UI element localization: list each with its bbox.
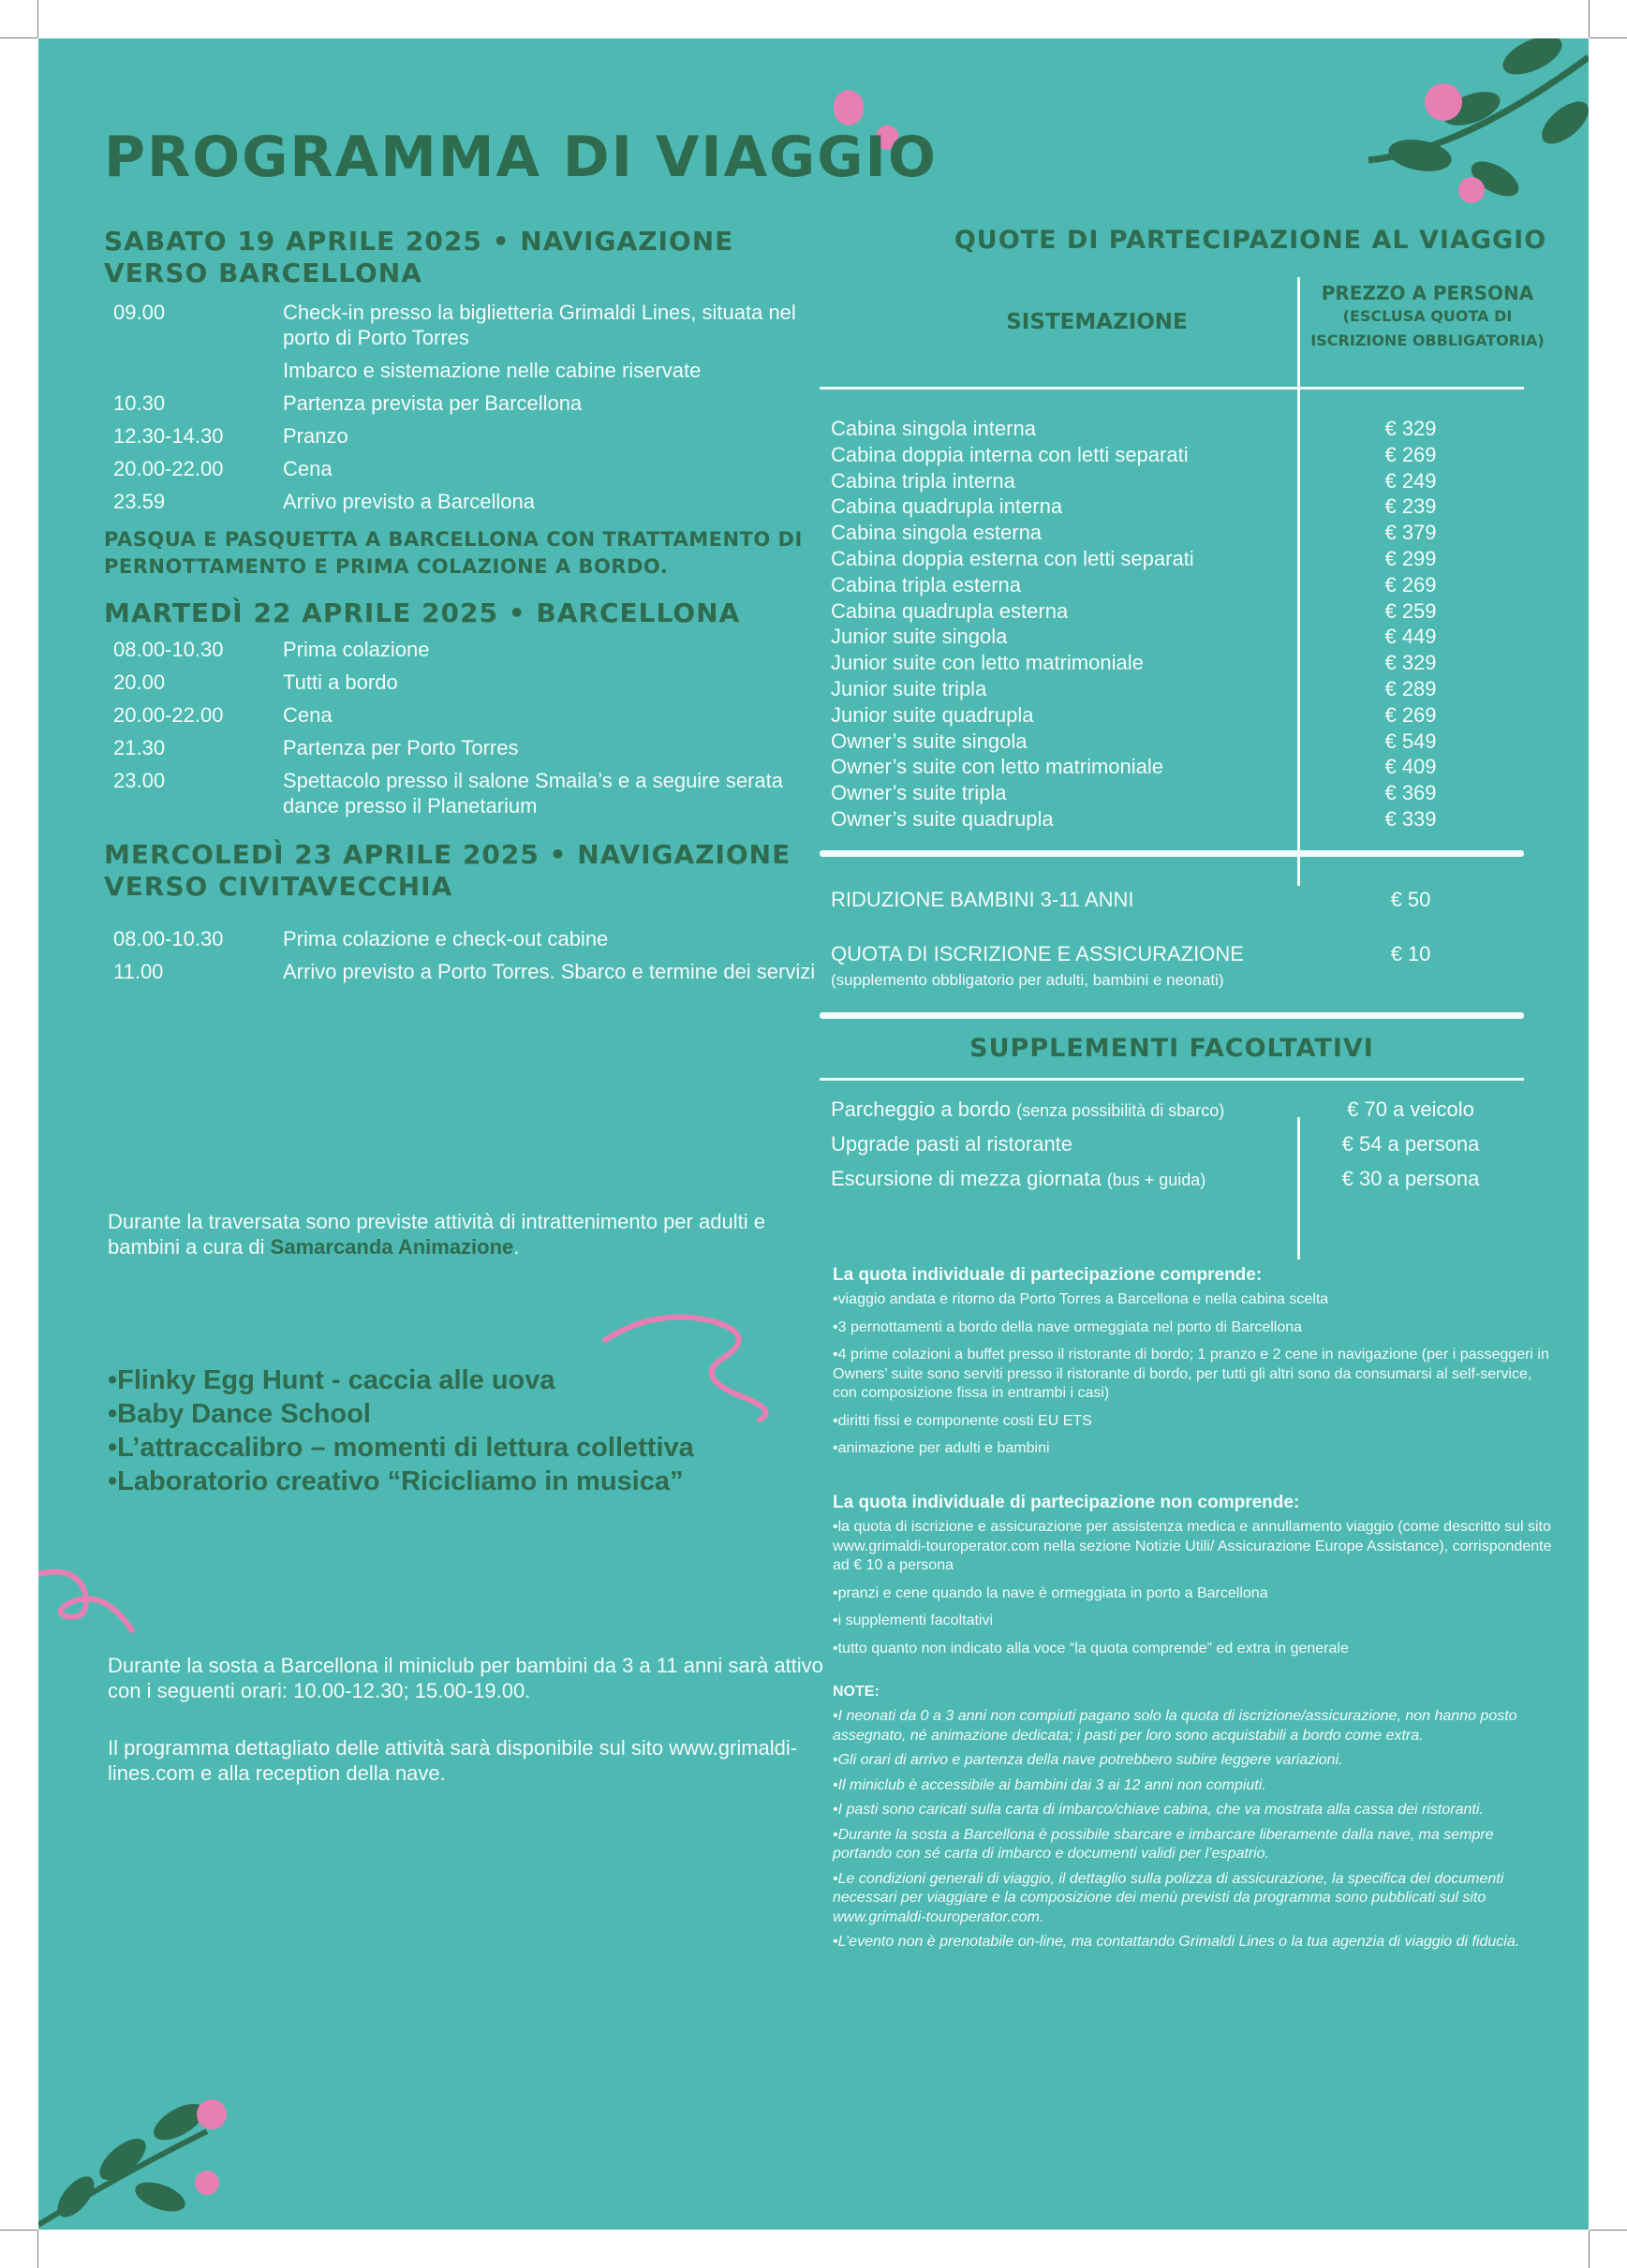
cabin-name: Cabina doppia esterna con letti separati — [831, 546, 1194, 570]
crop-mark — [1590, 37, 1627, 38]
schedule-time: 20.00-22.00 — [113, 703, 224, 727]
activities-list — [108, 1363, 694, 1498]
cabin-price: € 329 — [1384, 417, 1437, 440]
children-reduction-row — [831, 887, 1524, 913]
supplement-note: (bus + guida) — [1106, 1171, 1206, 1189]
crop-mark — [37, 2231, 38, 2268]
schedule-row — [113, 423, 816, 449]
supplements-title: SUPPLEMENTI FACOLTATIVI — [969, 1034, 1374, 1063]
cabin-price: € 379 — [1384, 521, 1437, 545]
reduction-label: RIDUZIONE BAMBINI 3-11 ANNI — [831, 888, 1134, 911]
schedule-desc: Partenza per Porto Torres — [283, 736, 519, 759]
quotes-title: QUOTE DI PARTECIPAZIONE AL VIAGGIO — [954, 226, 1547, 255]
price-row — [831, 546, 1524, 572]
price-row — [831, 676, 1524, 702]
schedule-desc: Cena — [283, 703, 333, 727]
excludes-item: • tutto quanto non indicato alla voce “la quota comprende” ed extra in generale — [833, 1640, 1554, 1659]
miniclub-text: Durante la sosta a Barcellona il miniclub per bambini da 3 a 11 anni sarà attivo con i seguenti orari: 10.00-12.30; 15.00-19.00. — [108, 1654, 823, 1702]
supplement-name: Upgrade pasti al ristorante — [831, 1132, 1073, 1156]
notes-section — [833, 1680, 1554, 1958]
schedule-row — [113, 390, 816, 416]
schedule-row — [113, 735, 816, 760]
schedule-desc: Spettacolo presso il salone Smaila’s e a seguire serata dance presso il Planetarium — [283, 769, 784, 817]
supplement-price: € 54 a persona — [1341, 1132, 1480, 1156]
schedule-desc: Arrivo previsto a Porto Torres. Sbarco e termine dei servizi — [283, 960, 816, 983]
table-rule — [820, 1012, 1524, 1019]
col-header-sistemazione: SISTEMAZIONE — [1006, 310, 1188, 334]
schedule-desc: Prima colazione e check-out cabine — [283, 927, 609, 950]
cabin-name: Cabina tripla interna — [831, 468, 1015, 493]
cabin-price: € 329 — [1384, 651, 1437, 675]
schedule-row — [113, 300, 816, 350]
schedule-time: 23.59 — [113, 490, 166, 513]
schedule-desc: Cena — [283, 457, 333, 480]
note-item: • L’evento non è prenotabile on-line, ma contattando Grimaldi Lines o la tua agenzia di viaggio di fiducia. — [833, 1933, 1554, 1952]
cabin-price: € 449 — [1384, 625, 1437, 649]
registration-note: (supplemento obbligatorio per adulti, bambini e neonati) — [831, 971, 1224, 989]
includes-section — [833, 1263, 1554, 1467]
cabin-price: € 269 — [1384, 572, 1437, 596]
cabin-price-list — [831, 416, 1524, 832]
schedule-row — [113, 489, 816, 514]
entertainment-end: . — [513, 1235, 520, 1259]
price-row — [831, 650, 1524, 676]
table-rule — [820, 387, 1524, 390]
cabin-price: € 249 — [1384, 468, 1437, 493]
crop-mark — [37, 0, 38, 37]
cabin-name: Junior suite tripla — [831, 676, 987, 700]
table-rule — [820, 1078, 1524, 1081]
cabin-name: Cabina singola interna — [831, 417, 1036, 440]
includes-item: • 3 pernottamenti a bordo della nave ormeggiata nel porto di Barcellona — [833, 1318, 1554, 1338]
registration-price: € 10 — [1390, 942, 1431, 965]
includes-item: • animazione per adulti e bambini — [833, 1439, 1554, 1459]
entertainment-text — [108, 1209, 838, 1259]
cabin-name: Cabina singola esterna — [831, 521, 1043, 545]
schedule-row — [113, 926, 816, 951]
excludes-title: La quota individuale di partecipazione non comprende: — [833, 1493, 1300, 1512]
schedule-row — [113, 358, 816, 383]
cabin-name: Cabina quadrupla interna — [831, 494, 1063, 519]
cabin-price: € 299 — [1384, 546, 1437, 570]
price-row — [831, 468, 1524, 494]
registration-label: QUOTA DI ISCRIZIONE E ASSICURAZIONE — [831, 942, 1244, 965]
cabin-price: € 269 — [1384, 442, 1437, 466]
excludes-item: • i supplementi facoltativi — [833, 1612, 1554, 1631]
crop-mark — [0, 37, 37, 38]
crop-mark — [1589, 0, 1590, 37]
program-info-text: Il programma dettagliato delle attività sarà disponibile sul sito www.grimaldi-lines.com e alla reception della nave. — [108, 1736, 798, 1785]
schedule-time: 23.00 — [113, 769, 166, 792]
schedule-time — [113, 358, 283, 383]
cabin-price: € 269 — [1384, 702, 1437, 727]
price-row — [831, 702, 1524, 729]
note-item: • Le condizioni generali di viaggio, il dettaglio sulla polizza di assicurazione, la specifica dei documenti necessari per viaggiare e la composizione dei menù previsti da programma sono pubblicati sul sito www.grimaldi-touroperator.com. — [833, 1870, 1554, 1928]
excludes-section — [833, 1491, 1554, 1667]
price-row — [831, 624, 1524, 650]
cabin-price: € 549 — [1384, 729, 1437, 753]
schedule-desc: Imbarco e sistemazione nelle cabine riservate — [283, 359, 702, 382]
swirl-decoration-icon — [38, 1537, 151, 1640]
schedule-time: 09.00 — [113, 301, 166, 324]
activity-item: • L’attraccalibro – momenti di lettura collettiva — [108, 1431, 694, 1465]
flyer-page — [38, 38, 1589, 2230]
schedule-day-2 — [113, 637, 816, 826]
schedule-row — [113, 702, 816, 728]
schedule-row — [113, 456, 816, 481]
schedule-row — [113, 670, 816, 695]
note-item: • I pasti sono caricati sulla carta di imbarco/chiave cabina, che va mostrata alla cassa dei ristoranti. — [833, 1801, 1554, 1820]
cabin-price: € 339 — [1384, 806, 1437, 831]
price-row — [831, 598, 1524, 625]
cabin-name: Owner’s suite singola — [831, 729, 1028, 753]
col-header-price-label: PREZZO A PERSONA — [1321, 282, 1534, 304]
schedule-row — [113, 768, 816, 818]
easter-note: PASQUA E PASQUETTA A BARCELLONA CON TRATTAMENTO DI PERNOTTAMENTO E PRIMA COLAZIONE A BORDO. — [104, 528, 803, 578]
cabin-name: Owner’s suite con letto matrimoniale — [831, 755, 1164, 779]
table-rule — [820, 850, 1524, 857]
cabin-name: Junior suite quadrupla — [831, 702, 1034, 727]
schedule-desc: Prima colazione — [283, 638, 430, 661]
price-row — [831, 493, 1524, 520]
cabin-price: € 409 — [1384, 755, 1437, 779]
price-row — [831, 520, 1524, 546]
price-row — [831, 416, 1524, 442]
price-row — [831, 572, 1524, 598]
page-title: PROGRAMMA DI VIAGGIO — [104, 125, 938, 190]
supplement-row — [831, 1127, 1524, 1162]
schedule-time: 08.00-10.30 — [113, 638, 224, 661]
registration-row — [831, 941, 1524, 994]
schedule-desc: Partenza prevista per Barcellona — [283, 391, 583, 415]
activity-item: • Flinky Egg Hunt - caccia alle uova — [108, 1363, 694, 1397]
activity-item: • Baby Dance School — [108, 1397, 694, 1431]
includes-item: • viaggio andata e ritorno da Porto Torres a Barcellona e nella cabina scelta — [833, 1290, 1554, 1310]
note-item: • Il miniclub è accessibile ai bambini dai 3 ai 12 anni non compiuti. — [833, 1776, 1554, 1796]
col-header-price-sub: (ESCLUSA QUOTA DI ISCRIZIONE OBBLIGATORIA) — [1310, 307, 1545, 349]
supplement-price: € 30 a persona — [1341, 1167, 1480, 1190]
schedule-time: 08.00-10.30 — [113, 927, 224, 950]
supplement-row — [831, 1162, 1524, 1197]
entertainment-brand: Samarcanda Animazione — [270, 1235, 514, 1259]
schedule-time: 20.00 — [113, 670, 166, 694]
supplement-row — [831, 1093, 1524, 1127]
schedule-day-1 — [113, 300, 816, 522]
entertainment-intro: Durante la traversata sono previste attività di intrattenimento per adulti e bambini a cura di — [108, 1210, 765, 1259]
note-item: • I neonati da 0 a 3 anni non compiuti pagano solo la quota di iscrizione/assicurazione, non hanno posto assegnato, né animazione dedicata; i pasti per loro sono acquistabili a bordo come extra. — [833, 1707, 1554, 1745]
col-header-price — [1301, 282, 1554, 353]
schedule-day-3 — [113, 926, 816, 992]
schedule-desc: Check-in presso la biglietteria Grimaldi Lines, situata nel porto di Porto Torres — [283, 301, 796, 349]
schedule-time: 11.00 — [113, 960, 164, 983]
excludes-item: • la quota di iscrizione e assicurazione per assistenza medica e annullamento viaggio (come descritto sul sito www.grimaldi-touroperator.com nella sezione Notizie Utili/ Assicurazione Europe Assistance), corrispondente ad € 10 a persona — [833, 1518, 1554, 1576]
crop-mark — [0, 2230, 37, 2231]
cabin-name: Owner’s suite quadrupla — [831, 806, 1054, 831]
includes-item: • diritti fissi e componente costi EU ETS — [833, 1412, 1554, 1432]
cabin-price: € 259 — [1384, 598, 1437, 623]
cabin-name: Junior suite singola — [831, 625, 1008, 649]
day-heading: SABATO 19 APRILE 2025 • NAVIGAZIONE VERSO BARCELLONA — [104, 226, 734, 288]
supplement-name: Parcheggio a bordo — [831, 1097, 1012, 1121]
day-heading: MARTEDÌ 22 APRILE 2025 • BARCELLONA — [104, 597, 741, 628]
schedule-desc: Pranzo — [283, 424, 348, 448]
cabin-name: Junior suite con letto matrimoniale — [831, 651, 1144, 675]
supplement-note: (senza possibilità di sbarco) — [1016, 1101, 1225, 1120]
schedule-time: 20.00-22.00 — [113, 457, 224, 480]
cabin-name: Cabina doppia interna con letti separati — [831, 442, 1189, 466]
cabin-name: Owner’s suite tripla — [831, 781, 1007, 805]
notes-title: NOTE: — [833, 1684, 880, 1700]
activity-item: • Laboratorio creativo “Ricicliamo in musica” — [108, 1465, 694, 1498]
cabin-name: Cabina quadrupla esterna — [831, 598, 1069, 623]
note-item: • Durante la sosta a Barcellona è possibile sbarcare e imbarcare liberamente dalla nave, ma sempre portando con sé carta di imbarco e documenti validi per l’espatrio. — [833, 1826, 1554, 1864]
price-row — [831, 729, 1524, 755]
schedule-desc: Arrivo previsto a Barcellona — [283, 490, 536, 513]
day-heading: MERCOLEDÌ 23 APRILE 2025 • NAVIGAZIONE VERSO CIVITAVECCHIA — [104, 839, 791, 902]
schedule-time: 21.30 — [113, 736, 166, 759]
cabin-name: Cabina tripla esterna — [831, 572, 1022, 596]
price-row — [831, 806, 1524, 832]
schedule-row — [113, 637, 816, 662]
cabin-price: € 289 — [1384, 676, 1437, 700]
crop-mark — [1590, 2230, 1627, 2231]
price-row — [831, 754, 1524, 780]
includes-title: La quota individuale di partecipazione comprende: — [833, 1265, 1263, 1285]
cabin-price: € 369 — [1384, 781, 1437, 805]
cabin-price: € 239 — [1384, 494, 1437, 519]
reduction-price: € 50 — [1390, 888, 1431, 911]
crop-mark — [1589, 2231, 1590, 2268]
supplement-price: € 70 a veicolo — [1347, 1097, 1474, 1121]
schedule-time: 12.30-14.30 — [113, 424, 224, 448]
schedule-desc: Tutti a bordo — [283, 670, 398, 694]
flower-decoration-bottom-left-icon — [38, 2094, 235, 2230]
excludes-item: • pranzi e cene quando la nave è ormeggiata in porto a Barcellona — [833, 1584, 1554, 1604]
includes-item: • 4 prime colazioni a buffet presso il ristorante di bordo; 1 pranzo e 2 cene in navigazione (per i passeggeri in Owners’ suite sono serviti presso il ristorante di bordo, per tutti gli altri sono da consumarsi al self-service, con composizione fissa in entrambi i casi) — [833, 1346, 1554, 1404]
supplements-list — [831, 1093, 1524, 1197]
supplement-name: Escursione di mezza giornata — [831, 1167, 1102, 1190]
price-row — [831, 442, 1524, 468]
price-row — [831, 780, 1524, 806]
flower-decoration-top-right-icon — [1331, 38, 1589, 235]
schedule-row — [113, 959, 816, 984]
schedule-time: 10.30 — [113, 391, 166, 415]
note-item: • Gli orari di arrivo e partenza della nave potrebbero subire leggere variazioni. — [833, 1751, 1554, 1771]
